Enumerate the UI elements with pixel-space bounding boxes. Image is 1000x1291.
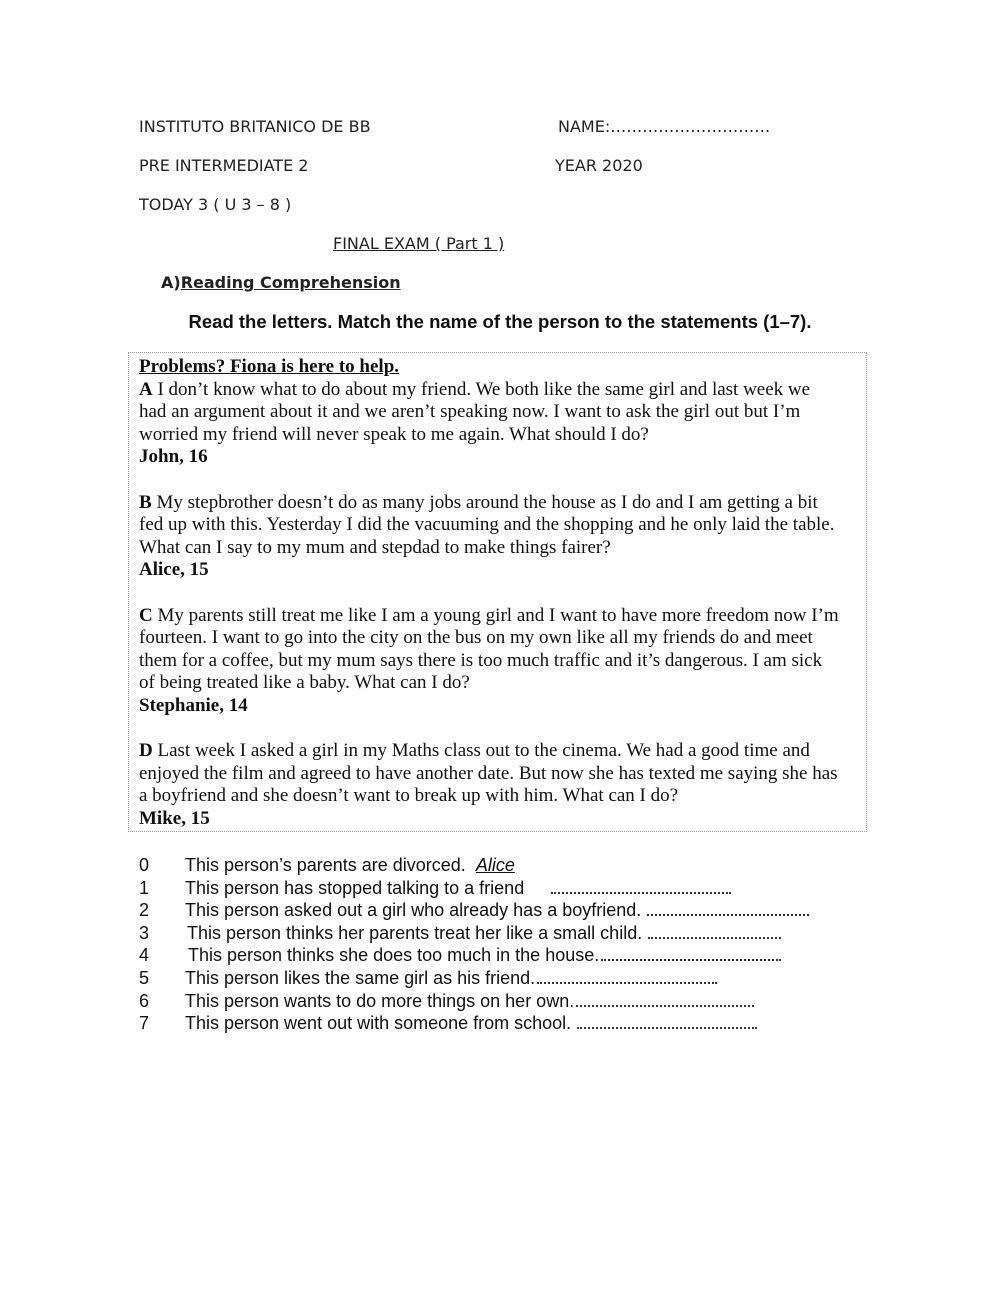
letter-signature: John, 16 [139,446,208,468]
statement-number: 0 [139,855,150,875]
letter-signature: Alice, 15 [139,559,209,581]
statement-number: 5 [139,967,150,988]
section-heading [161,273,401,292]
letter-line: them for a coffee, but my mum says there is too much traffic and it’s dangerous. I am sick [139,649,823,671]
letter-line [139,379,856,402]
letter-line [139,740,856,763]
course-level: PRE INTERMEDIATE 2 [139,156,309,175]
letter-line: a boyfriend and she doesn’t want to break up with him. What can I do? [139,785,679,807]
statement-text: This person asked out a girl who already has a boyfriend. [185,900,642,921]
letter-signature: Stephanie, 14 [139,694,248,716]
letter-line: worried my friend will never speak to me again. What should I do? [139,423,649,445]
letter-b [139,492,856,582]
statement-number: 1 [139,877,150,898]
letters-box [128,352,867,832]
exam-title: FINAL EXAM ( Part 1 ) [333,234,505,253]
letter-line: What can I say to my mum and stepdad to make things fairer? [139,536,611,558]
statement-number: 4 [139,945,150,966]
answer-blank[interactable] [551,878,731,894]
letter-text: My stepbrother doesn’t do as many jobs around the house as I do and I am getting a bit [156,491,818,513]
exam-year: YEAR 2020 [555,156,643,175]
letter-line [139,492,856,515]
letter-text: I don’t know what to do about my friend. We both like the same girl and last week we [157,378,811,400]
section-prefix: A) [161,273,181,292]
statement-text: This person’s parents are divorced. [185,855,466,875]
statement-text: This person thinks her parents treat her like a small child. [187,922,643,943]
letter-id: A [139,378,153,400]
letter-signature: Mike, 15 [139,807,210,829]
statement-text: This person thinks she does too much in the house. [188,945,600,966]
letter-a [139,379,856,469]
answer-blank[interactable] [537,968,717,984]
statement-text: This person wants to do more things on her own. [185,990,575,1011]
statement-text: This person likes the same girl as his friend. [185,967,536,988]
statement-number: 6 [139,990,150,1011]
letter-line: of being treated like a baby. What can I do? [139,672,470,694]
letters-title: Problems? Fiona is here to help. [139,356,400,377]
letter-line [139,605,856,628]
instructions: Read the letters. Match the name of the person to the statements (1–7). [188,311,812,332]
letter-c [139,605,856,718]
statement-text: This person went out with someone from school. [185,1013,572,1034]
statement-number: 2 [139,900,150,921]
example-answer: Alice [475,855,515,875]
letter-id: D [139,740,153,762]
statement-text: This person has stopped talking to a friend [185,877,525,898]
school-name: INSTITUTO BRITANICO DE BB [139,117,371,136]
book-units: TODAY 3 ( U 3 – 8 ) [139,195,292,214]
letter-d [139,740,856,830]
student-name-field[interactable]: NAME:………………………… [558,117,771,136]
letter-line: fourteen. I want to go into the city on the bus on my own like all my friends do and meet [139,627,813,649]
answer-blank[interactable] [601,945,781,961]
letter-line: enjoyed the film and agreed to have another date. But now she has texted me saying she has [139,762,838,784]
letter-line: had an argument about it and we aren’t speaking now. I want to ask the girl out but I’m [139,401,801,423]
section-title: Reading Comprehension [180,273,401,292]
letter-id: C [139,604,153,626]
answer-blank[interactable] [648,923,781,939]
statement-number: 3 [139,922,150,943]
answer-blank[interactable] [577,1013,757,1029]
letter-text: My parents still treat me like I am a young girl and I want to have more freedom now I’m [157,604,839,626]
letter-id: B [139,491,152,513]
answer-blank[interactable] [576,991,754,1007]
letter-line: fed up with this. Yesterday I did the vacuuming and the shopping and he only laid the table. [139,514,835,536]
letter-text: Last week I asked a girl in my Maths class out to the cinema. We had a good time and [157,740,810,762]
answer-blank[interactable] [647,900,809,916]
statement-number: 7 [139,1013,150,1034]
